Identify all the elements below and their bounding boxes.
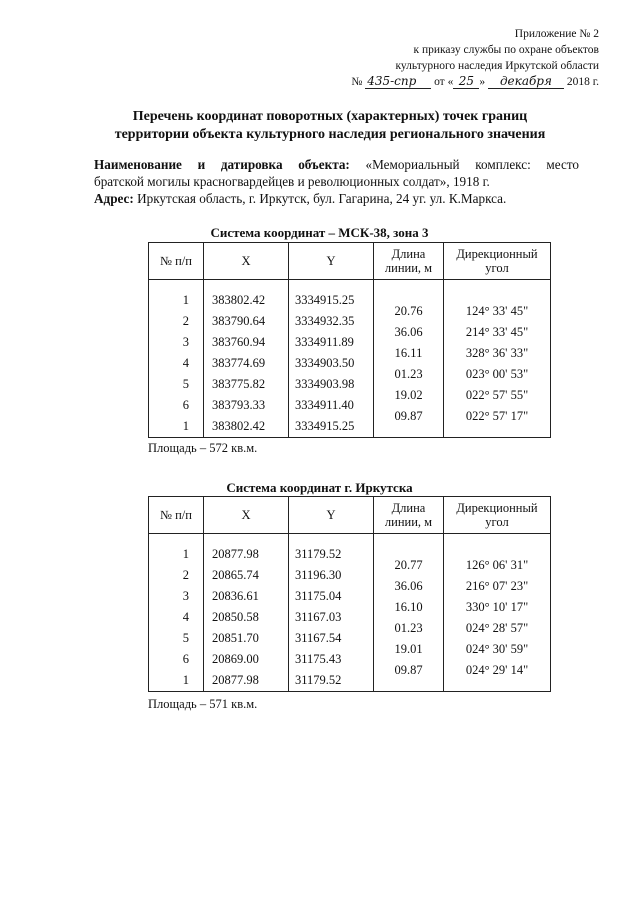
point-number-cell: 4 [182, 356, 189, 370]
coordinates-table [148, 496, 551, 692]
point-number-cell: 3 [182, 335, 189, 349]
y-coordinate-cell: 3334932.35 [295, 314, 355, 328]
order-year: 2018 г. [566, 76, 599, 88]
y-coordinate-cell: 3334911.89 [295, 335, 354, 349]
direction-angle-cell: 024° 30' 59" [465, 642, 529, 656]
direction-angle-cell: 126° 06' 31" [465, 558, 529, 572]
point-number-column [149, 280, 204, 438]
col-header-angle: Дирекционный угол [444, 497, 551, 534]
appendix-order-ref: к приказу службы по охране объектов [413, 44, 599, 56]
line-length-cell: 36.06 [394, 579, 423, 593]
line-length-cell: 20.76 [394, 304, 423, 318]
x-coordinate-cell: 20851.70 [212, 631, 259, 645]
line-length-cell: 01.23 [394, 621, 423, 635]
length-column [374, 534, 444, 692]
x-coordinate-cell: 20877.98 [212, 547, 259, 561]
x-coordinate-cell: 383774.69 [212, 356, 266, 370]
point-number-cell: 5 [182, 377, 189, 391]
point-number-cell: 6 [182, 398, 189, 412]
x-coordinate-cell: 383790.64 [212, 314, 266, 328]
y-coordinate-cell: 3334903.50 [295, 356, 355, 370]
table-body-row [149, 280, 551, 438]
x-coordinate-cell: 383793.33 [212, 398, 266, 412]
order-no-label: № [351, 76, 363, 88]
y-coordinate-cell: 3334903.98 [295, 377, 355, 391]
x-coordinate-cell: 383775.82 [212, 377, 266, 391]
y-coordinate-cell: 31179.52 [295, 547, 342, 561]
direction-angle-cell: 022° 57' 17" [465, 409, 529, 423]
direction-angle-cell: 124° 33' 45" [465, 304, 529, 318]
point-number-cell: 4 [182, 610, 189, 624]
line-length-cell: 16.10 [394, 600, 423, 614]
line-length-cell: 19.02 [394, 388, 423, 402]
object-name-value-2: братской могилы красногвардейцев и революционных солдат», 1918 г. [94, 174, 490, 189]
y-coordinate-cell: 3334911.40 [295, 398, 354, 412]
object-address-line [94, 190, 579, 207]
y-coordinate-cell: 31175.04 [295, 589, 342, 603]
appendix-number: Приложение № 2 [514, 28, 599, 40]
x-coordinate-cell: 20850.58 [212, 610, 259, 624]
line-length-cell: 20.77 [394, 558, 423, 572]
table-header-row [149, 497, 551, 534]
length-column [374, 280, 444, 438]
point-number-cell: 1 [182, 293, 189, 307]
direction-angle-cell: 216° 07' 23" [465, 579, 529, 593]
col-header-number: № п/п [149, 243, 204, 280]
col-header-x: X [204, 497, 289, 534]
x-coordinate-cell: 20836.61 [212, 589, 259, 603]
handwritten-day: 25 [453, 75, 479, 89]
x-coordinate-cell: 20865.74 [212, 568, 259, 582]
x-column [204, 280, 289, 438]
order-from-label: от « [434, 76, 454, 88]
x-coordinate-cell: 383760.94 [212, 335, 266, 349]
coordinates-table [148, 242, 551, 438]
line-length-cell: 36.06 [394, 325, 423, 339]
direction-angle-cell: 330° 10' 17" [465, 600, 529, 614]
table-header-row [149, 243, 551, 280]
handwritten-order-number: 435-спр [365, 75, 431, 89]
direction-angle-cell: 024° 29' 14" [465, 663, 529, 677]
point-number-column [149, 534, 204, 692]
y-coordinate-cell: 31167.54 [295, 631, 342, 645]
area-label: Площадь – 572 кв.м. [148, 441, 258, 455]
direction-angle-cell: 214° 33' 45" [465, 325, 529, 339]
y-coordinate-cell: 31175.43 [295, 652, 342, 666]
col-header-x: X [204, 243, 289, 280]
x-coordinate-cell: 20869.00 [212, 652, 259, 666]
point-number-cell: 2 [182, 568, 189, 582]
point-number-cell: 3 [182, 589, 189, 603]
quote-close: » [479, 76, 486, 88]
col-header-length: Длина линии, м [374, 243, 444, 280]
direction-angle-cell: 024° 28' 57" [465, 621, 529, 635]
appendix-header [351, 26, 599, 90]
col-header-y: Y [289, 497, 374, 534]
y-coordinate-cell: 3334915.25 [295, 293, 355, 307]
point-number-cell: 5 [182, 631, 189, 645]
direction-angle-cell: 328° 36' 33" [465, 346, 529, 360]
coordinate-system-title: Система координат г. Иркутска [226, 480, 413, 495]
table-body-row [149, 534, 551, 692]
line-length-cell: 09.87 [394, 663, 423, 677]
point-number-cell: 6 [182, 652, 189, 666]
direction-angle-cell: 022° 57' 55" [465, 388, 529, 402]
point-number-cell: 2 [182, 314, 189, 328]
y-column [289, 534, 374, 692]
appendix-agency: культурного наследия Иркутской области [395, 60, 599, 72]
coordinate-system-title: Система координат – МСК-38, зона 3 [210, 225, 429, 240]
col-header-y: Y [289, 243, 374, 280]
point-number-cell: 1 [182, 547, 189, 561]
direction-angle-cell: 023° 00' 53" [465, 367, 529, 381]
y-coordinate-cell: 31179.52 [295, 673, 342, 687]
address-value: Иркутская область, г. Иркутск, бул. Гагарина, 24 уг. ул. К.Маркса. [137, 191, 507, 206]
col-header-number: № п/п [149, 497, 204, 534]
object-name-line-1 [94, 156, 579, 173]
x-coordinate-cell: 383802.42 [212, 293, 266, 307]
document-title [60, 108, 600, 144]
point-number-cell: 1 [182, 419, 189, 433]
title-line-1: Перечень координат поворотных (характерных) точек границ [132, 109, 528, 124]
y-coordinate-cell: 31167.03 [295, 610, 342, 624]
handwritten-month: декабря [488, 75, 564, 89]
object-name-value-1: «Мемориальный комплекс: место [365, 157, 579, 172]
col-header-angle: Дирекционный угол [444, 243, 551, 280]
x-coordinate-cell: 383802.42 [212, 419, 266, 433]
y-coordinate-cell: 3334915.25 [295, 419, 355, 433]
object-info [94, 156, 579, 207]
point-number-cell: 1 [182, 673, 189, 687]
area-label: Площадь – 571 кв.м. [148, 697, 258, 711]
line-length-cell: 16.11 [394, 346, 423, 360]
y-column [289, 280, 374, 438]
x-coordinate-cell: 20877.98 [212, 673, 259, 687]
x-column [204, 534, 289, 692]
y-coordinate-cell: 31196.30 [295, 568, 342, 582]
line-length-cell: 19.01 [394, 642, 423, 656]
order-line [351, 74, 599, 90]
line-length-cell: 01.23 [394, 367, 423, 381]
angle-column [444, 280, 551, 438]
object-name-label: Наименование и датировка объекта: [94, 157, 350, 172]
line-length-cell: 09.87 [394, 409, 423, 423]
title-line-2: территории объекта культурного наследия регионального значения [114, 127, 546, 142]
address-label: Адрес: [94, 191, 134, 206]
col-header-length: Длина линии, м [374, 497, 444, 534]
angle-column [444, 534, 551, 692]
